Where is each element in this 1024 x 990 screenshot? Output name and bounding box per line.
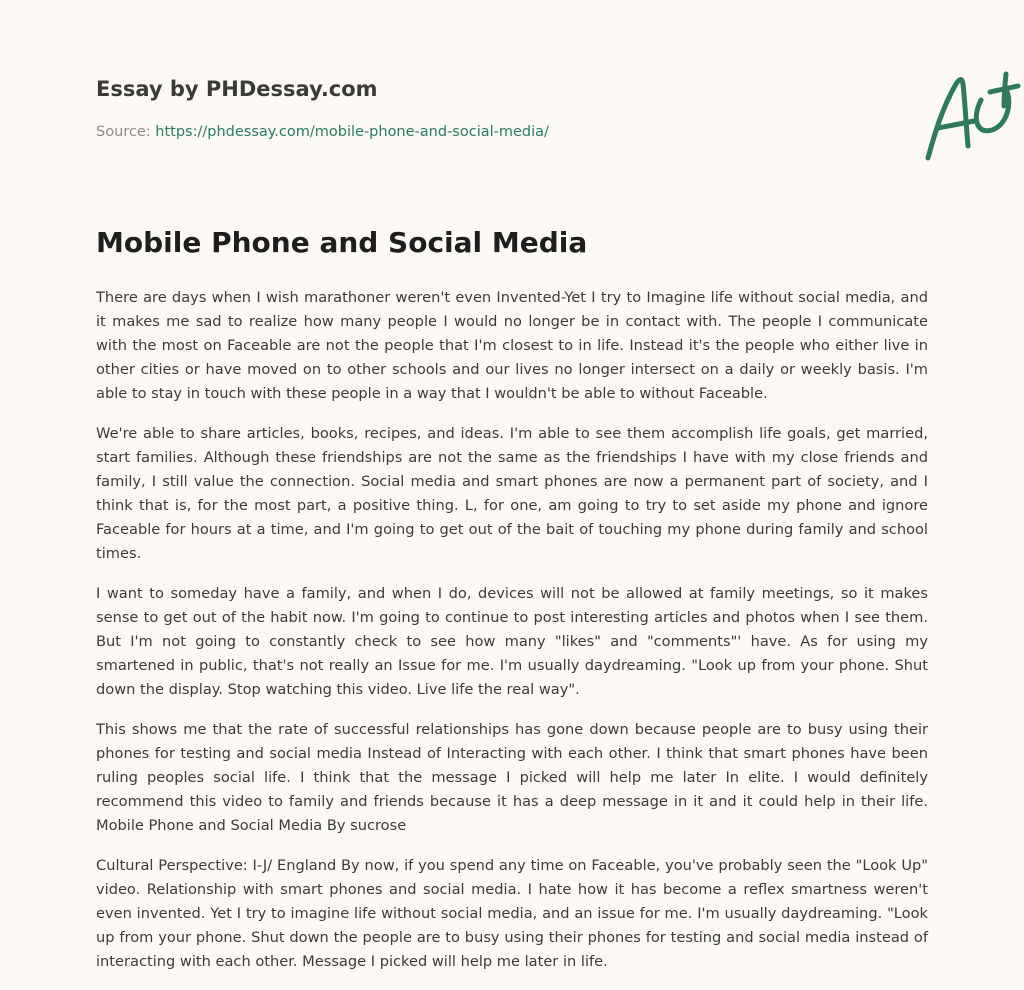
essay-body — [96, 286, 928, 990]
essay-paragraph: This shows me that the rate of successful relationships has gone down because people are to busy using their phones for testing and social media Instead of Interacting with each other. I think that smart phones have been ruling peoples social life. I think that the message I picked will help me later In elite. I would definitely recommend this video to family and friends because it has a deep message in it and it could help in their life. Mobile Phone and Social Media By sucrose — [96, 721, 928, 834]
source-line — [96, 124, 549, 140]
essay-paragraph: We're able to share articles, books, recipes, and ideas. I'm able to see them accomplish life goals, get married, start families. Although these friendships are not the same as the friendships I have with my close friends and family, I still value the connection. Social media and smart phones are now a permanent part of society, and I think that is, for the most part, a positive thing. L, for one, am going to try to set aside my phone and ignore Faceable for hours at a time, and I'm going to get out of the bait of touching my phone during family and school times. — [96, 425, 928, 562]
essay-paragraph: I want to someday have a family, and when I do, devices will not be allowed at family meetings, so it makes sense to get out of the habit now. I'm going to continue to post interesting articles and photos when I see them. But I'm not going to constantly check to see how many "likes" and "comments"' have. As for using my smartened in public, that's not really an Issue for me. I'm usually daydreaming. "Look up from your phone. Shut down the display. Stop watching this video. Live life the real way". — [96, 585, 928, 698]
essay-paragraph: There are days when I wish marathoner weren't even Invented-Yet I try to Imagine life without social media, and it makes me sad to realize how many people I would no longer be in contact with. The people I communicate with the most on Faceable are not the people that I'm closest to in life. Instead it's the people who either live in other cities or have moved on to other schools and our lives no longer intersect on a daily or weekly basis. I'm able to stay in touch with these people in a way that I wouldn't be able to without Faceable. — [96, 289, 928, 402]
source-label: Source: — [96, 124, 156, 140]
essay-title: Mobile Phone and Social Media — [96, 226, 588, 259]
source-link[interactable]: https://phdessay.com/mobile-phone-and-social-media/ — [155, 124, 549, 140]
essay-paragraph: Cultural Perspective: I-J/ England By now, if you spend any time on Faceable, you've probably seen the "Look Up" video. Relationship with smart phones and social media. I hate how it has become a reflex smartness weren't even invented. Yet I try to imagine life without social media, and an issue for me. I'm usually daydreaming. "Look up from your phone. Shut down the people are to busy using their phones for testing and social media instead of interacting with each other. Message I picked will help me later in life. — [96, 857, 928, 970]
site-title: Essay by PHDessay.com — [96, 77, 378, 101]
a-plus-logo-icon — [918, 66, 1024, 166]
